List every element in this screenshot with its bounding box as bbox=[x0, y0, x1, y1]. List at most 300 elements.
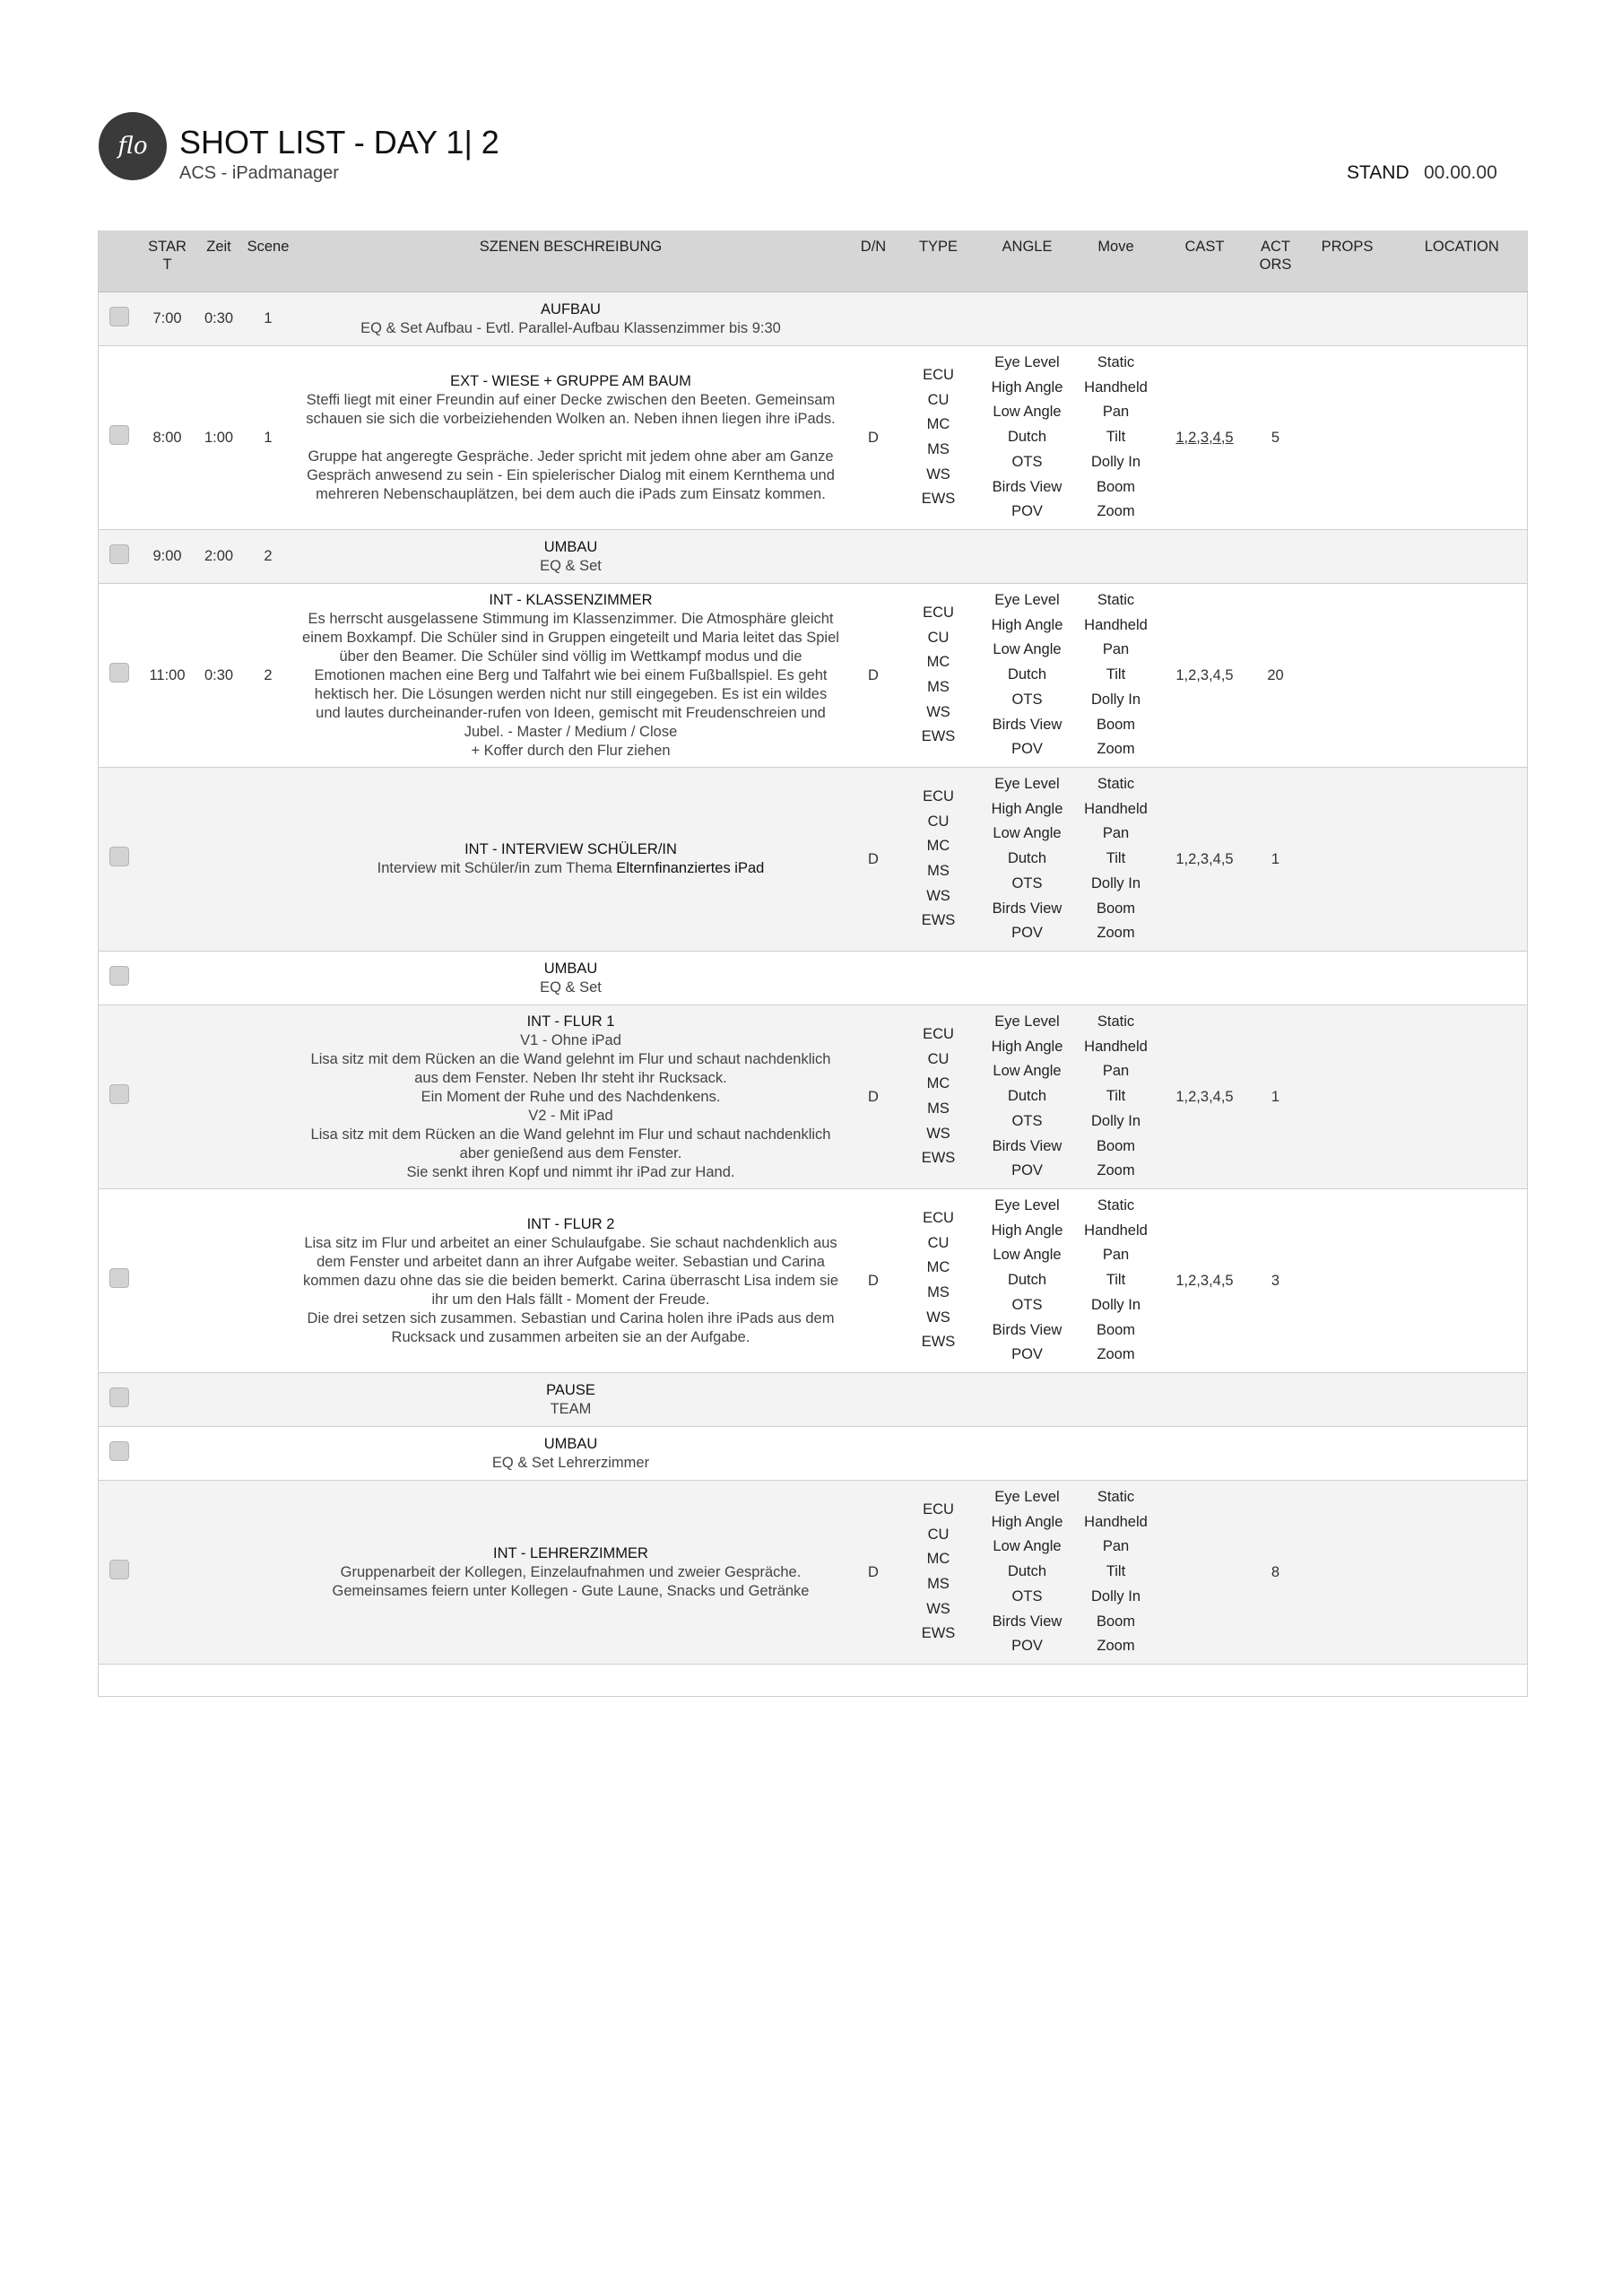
move-list-option: Tilt bbox=[1106, 666, 1126, 683]
scene-text-body: EQ & Set bbox=[540, 978, 602, 996]
day-night: D bbox=[849, 1481, 898, 1665]
move-list-option: Handheld bbox=[1084, 616, 1148, 633]
move-list bbox=[1078, 1010, 1155, 1184]
row-checkbox-cell bbox=[99, 1373, 141, 1427]
angle-list bbox=[981, 1194, 1074, 1368]
angle-cell bbox=[979, 768, 1076, 952]
scene-description bbox=[293, 530, 849, 584]
angle-list-option: High Angle bbox=[991, 800, 1063, 817]
move-list-option: Zoom bbox=[1097, 1346, 1135, 1363]
move-list-option: Zoom bbox=[1097, 741, 1135, 758]
shot-type-list-option: ECU bbox=[923, 1025, 954, 1042]
angle-list bbox=[981, 772, 1074, 946]
cast-value: 1,2,3,4,5 bbox=[1175, 1272, 1234, 1289]
angle-list-option: Dutch bbox=[1007, 1272, 1047, 1289]
day-night: D bbox=[849, 1005, 898, 1189]
scene-text bbox=[295, 1234, 847, 1347]
type-cell bbox=[898, 1373, 979, 1427]
duration bbox=[195, 1373, 244, 1427]
header-zeit: Zeit bbox=[195, 230, 244, 292]
start-time: 11:00 bbox=[141, 584, 195, 768]
move-list-option: Boom bbox=[1096, 1321, 1136, 1338]
table-row bbox=[99, 1427, 1528, 1481]
angle-cell bbox=[979, 292, 1076, 346]
location-cell bbox=[1397, 1189, 1528, 1373]
shot-type-list-option: CU bbox=[927, 1050, 950, 1067]
move-list-option: Pan bbox=[1102, 404, 1130, 421]
day-night bbox=[849, 1373, 898, 1427]
cast-cell bbox=[1157, 1427, 1253, 1481]
angle-list-option: High Angle bbox=[991, 378, 1063, 396]
cast-value[interactable]: 1,2,3,4,5 bbox=[1175, 429, 1234, 446]
start-time bbox=[141, 1189, 195, 1373]
start-time bbox=[141, 952, 195, 1005]
type-cell bbox=[898, 768, 979, 952]
move-list-option: Zoom bbox=[1097, 1638, 1135, 1655]
empty-cell bbox=[979, 1665, 1076, 1697]
row-checkbox[interactable] bbox=[109, 847, 129, 866]
move-list-option: Pan bbox=[1102, 825, 1130, 842]
shot-type-list-option: EWS bbox=[921, 912, 956, 929]
table-row bbox=[99, 1005, 1528, 1189]
scene-title: INT - LEHRERZIMMER bbox=[493, 1544, 648, 1561]
shot-type-list-option: CU bbox=[927, 1526, 950, 1543]
shot-type-list bbox=[900, 1022, 977, 1171]
shot-type-list-option: EWS bbox=[921, 491, 956, 508]
empty-cell bbox=[1253, 1665, 1298, 1697]
row-checkbox-cell bbox=[99, 584, 141, 768]
day-night: D bbox=[849, 346, 898, 530]
actors-count: 3 bbox=[1253, 1189, 1298, 1373]
scene-title: INT - INTERVIEW SCHÜLER/IN bbox=[464, 841, 677, 857]
move-cell bbox=[1076, 1427, 1157, 1481]
start-time bbox=[141, 1373, 195, 1427]
shot-type-list-option: ECU bbox=[923, 1209, 954, 1226]
angle-list-option: Eye Level bbox=[994, 354, 1060, 371]
empty-cell bbox=[141, 1665, 195, 1697]
angle-list-option: Birds View bbox=[992, 716, 1063, 733]
props-cell bbox=[1298, 1373, 1397, 1427]
scene-text-body: Interview mit Schüler/in zum Thema bbox=[377, 860, 617, 876]
angle-list-option: High Angle bbox=[991, 1038, 1063, 1055]
scene-title: UMBAU bbox=[543, 538, 598, 555]
move-list-option: Tilt bbox=[1106, 850, 1126, 867]
shot-type-list-option: WS bbox=[926, 887, 950, 904]
props-cell bbox=[1298, 1427, 1397, 1481]
type-cell bbox=[898, 1189, 979, 1373]
move-list-option: Handheld bbox=[1084, 1513, 1148, 1530]
props-cell bbox=[1298, 768, 1397, 952]
type-cell bbox=[898, 1481, 979, 1665]
type-cell bbox=[898, 584, 979, 768]
header-start: STAR T bbox=[141, 230, 195, 292]
scene-text bbox=[295, 557, 847, 576]
shot-type-list-option: MS bbox=[927, 441, 950, 457]
table-header-row bbox=[99, 230, 1528, 292]
shot-type-list-option: MS bbox=[927, 863, 950, 879]
location-cell bbox=[1397, 1481, 1528, 1665]
shot-type-list-option: CU bbox=[927, 1234, 950, 1251]
row-checkbox-cell bbox=[99, 1189, 141, 1373]
duration bbox=[195, 1427, 244, 1481]
scene-number: 1 bbox=[244, 292, 293, 346]
start-time: 7:00 bbox=[141, 292, 195, 346]
angle-list-option: Low Angle bbox=[993, 825, 1062, 842]
scene-text bbox=[295, 610, 847, 761]
scene-description bbox=[293, 292, 849, 346]
angle-list-option: High Angle bbox=[991, 1513, 1063, 1530]
move-list-option: Tilt bbox=[1106, 429, 1126, 446]
location-cell bbox=[1397, 346, 1528, 530]
scene-text bbox=[295, 1031, 847, 1182]
shot-type-list-option: EWS bbox=[921, 1334, 956, 1351]
scene-text bbox=[295, 978, 847, 997]
duration bbox=[195, 1189, 244, 1373]
row-checkbox[interactable] bbox=[109, 425, 129, 445]
shot-list-table bbox=[98, 230, 1528, 1697]
angle-list-option: OTS bbox=[1011, 691, 1043, 708]
angle-list bbox=[981, 1485, 1074, 1659]
scene-number: 2 bbox=[244, 584, 293, 768]
angle-cell bbox=[979, 1189, 1076, 1373]
move-list-option: Handheld bbox=[1084, 1222, 1148, 1239]
scene-title: UMBAU bbox=[543, 960, 598, 977]
angle-cell bbox=[979, 1005, 1076, 1189]
shot-type-list-option: CU bbox=[927, 391, 950, 408]
table-row bbox=[99, 952, 1528, 1005]
move-list-option: Dolly In bbox=[1090, 453, 1141, 470]
row-checkbox-cell bbox=[99, 952, 141, 1005]
row-checkbox[interactable] bbox=[109, 1387, 129, 1407]
scene-text-body: TEAM bbox=[550, 1400, 592, 1417]
props-cell bbox=[1298, 1005, 1397, 1189]
actors-count bbox=[1253, 530, 1298, 584]
empty-row bbox=[99, 1665, 1528, 1697]
shot-type-list-option: WS bbox=[926, 465, 950, 483]
row-checkbox[interactable] bbox=[109, 307, 129, 326]
move-cell bbox=[1076, 952, 1157, 1005]
angle-cell bbox=[979, 1481, 1076, 1665]
shot-type-list-option: MC bbox=[926, 838, 950, 855]
shot-type-list bbox=[900, 785, 977, 934]
angle-list-option: Dutch bbox=[1007, 850, 1047, 867]
move-list-option: Dolly In bbox=[1090, 691, 1141, 708]
actors-count bbox=[1253, 952, 1298, 1005]
row-checkbox[interactable] bbox=[109, 1084, 129, 1104]
row-checkbox-cell bbox=[99, 1481, 141, 1665]
shot-type-list-option: CU bbox=[927, 629, 950, 646]
actors-count: 1 bbox=[1253, 768, 1298, 952]
header-location: LOCATION bbox=[1397, 230, 1528, 292]
angle-list-option: Birds View bbox=[992, 1613, 1063, 1630]
actors-count bbox=[1253, 292, 1298, 346]
move-list-option: Boom bbox=[1096, 1613, 1136, 1630]
scene-text-body: Es herrscht ausgelassene Stimmung im Klassenzimmer. Die Atmosphäre gleicht einem Boxkampf. Die Schüler sind in Gruppen eingeteilt und Maria leitet das Spiel über den Beamer. Die Schüler sind völlig im Wettkampf modus und die Emotionen machen eine Berg und Talfahrt wie bei einem Fußballspiel. Es geht hektisch her. Die Lösungen werden nicht nur still eingegeben. Es ist ein wildes und lautes durcheinander-rufen von Ideen, gemischt mit Freudenschreien und Jubel. - Master / Medium / Close + Koffer durch den Flur ziehen bbox=[302, 610, 839, 759]
cast-cell bbox=[1157, 292, 1253, 346]
actors-count bbox=[1253, 1373, 1298, 1427]
empty-cell bbox=[1298, 1665, 1397, 1697]
scene-text-body: EQ & Set bbox=[540, 557, 602, 574]
duration: 1:00 bbox=[195, 346, 244, 530]
move-cell bbox=[1076, 584, 1157, 768]
scene-description bbox=[293, 768, 849, 952]
angle-list-option: POV bbox=[1011, 503, 1043, 520]
shot-type-list-option: MS bbox=[927, 1284, 950, 1300]
header-checkbox bbox=[99, 230, 141, 292]
scene-title: PAUSE bbox=[546, 1381, 595, 1398]
scene-description bbox=[293, 1373, 849, 1427]
scene-description bbox=[293, 1481, 849, 1665]
angle-cell bbox=[979, 952, 1076, 1005]
start-time bbox=[141, 768, 195, 952]
angle-list-option: Eye Level bbox=[994, 592, 1060, 609]
props-cell bbox=[1298, 584, 1397, 768]
angle-list-option: Eye Level bbox=[994, 1013, 1060, 1031]
scene-text bbox=[295, 859, 847, 878]
page-subtitle: ACS - iPadmanager bbox=[179, 163, 339, 183]
cast-cell bbox=[1157, 530, 1253, 584]
scene-number: 1 bbox=[244, 346, 293, 530]
scene-text bbox=[295, 1400, 847, 1419]
move-cell bbox=[1076, 1373, 1157, 1427]
type-cell bbox=[898, 1427, 979, 1481]
scene-title: INT - FLUR 1 bbox=[526, 1013, 615, 1030]
day-night bbox=[849, 292, 898, 346]
row-checkbox[interactable] bbox=[109, 966, 129, 986]
move-list-option: Tilt bbox=[1106, 1563, 1126, 1580]
row-checkbox[interactable] bbox=[109, 1560, 129, 1579]
move-list bbox=[1078, 351, 1155, 525]
scene-number bbox=[244, 1373, 293, 1427]
location-cell bbox=[1397, 584, 1528, 768]
move-list-option: Handheld bbox=[1084, 378, 1148, 396]
angle-list-option: Low Angle bbox=[993, 1538, 1062, 1555]
cast-cell bbox=[1157, 1005, 1253, 1189]
day-night bbox=[849, 1427, 898, 1481]
duration bbox=[195, 1481, 244, 1665]
shot-type-list-option: MS bbox=[927, 679, 950, 695]
cast-cell bbox=[1157, 768, 1253, 952]
move-list-option: Pan bbox=[1102, 1247, 1130, 1264]
angle-list-option: Dutch bbox=[1007, 1563, 1047, 1580]
row-checkbox-cell bbox=[99, 1427, 141, 1481]
move-list-option: Dolly In bbox=[1090, 1112, 1141, 1129]
move-list bbox=[1078, 772, 1155, 946]
move-list-option: Zoom bbox=[1097, 1162, 1135, 1179]
move-list bbox=[1078, 1485, 1155, 1659]
actors-count: 5 bbox=[1253, 346, 1298, 530]
move-cell bbox=[1076, 292, 1157, 346]
actors-count bbox=[1253, 1427, 1298, 1481]
scene-text-bold: Elternfinanziertes iPad bbox=[616, 860, 765, 876]
type-cell bbox=[898, 530, 979, 584]
angle-list-option: POV bbox=[1011, 1162, 1043, 1179]
cast-cell bbox=[1157, 346, 1253, 530]
scene-description bbox=[293, 584, 849, 768]
scene-text-body: Gruppenarbeit der Kollegen, Einzelaufnahmen und zweier Gespräche. Gemeinsames feiern unter Kollegen - Gute Laune, Snacks und Getränke bbox=[332, 1563, 810, 1599]
type-cell bbox=[898, 292, 979, 346]
angle-list-option: Dutch bbox=[1007, 1088, 1047, 1105]
shot-type-list-option: WS bbox=[926, 703, 950, 720]
shot-type-list-option: ECU bbox=[923, 787, 954, 804]
logo-text: flo bbox=[117, 133, 148, 160]
table-row bbox=[99, 1189, 1528, 1373]
shot-type-list-option: WS bbox=[926, 1600, 950, 1617]
scene-text-body: Steffi liegt mit einer Freundin auf einer Decke zwischen den Beeten. Gemeinsam schauen sie sich die vorbeiziehenden Wolken an. Neben ihnen liegen ihre iPads. Gruppe hat angeregte Gespräche. Jeder spricht mit jedem ohne aber am Ganze Gespräch anwesend zu sein - Ein spielerischer Dialog mit einem Kernthema und mehreren Nebenschauplätzen, bei dem auch die iPads zum Einsatz kommen. bbox=[306, 391, 836, 502]
shot-type-list bbox=[900, 363, 977, 512]
move-list-option: Tilt bbox=[1106, 1088, 1126, 1105]
angle-list-option: OTS bbox=[1011, 874, 1043, 891]
angle-list-option: Birds View bbox=[992, 1321, 1063, 1338]
angle-list-option: POV bbox=[1011, 1346, 1043, 1363]
empty-cell bbox=[195, 1665, 244, 1697]
row-checkbox[interactable] bbox=[109, 663, 129, 683]
move-cell bbox=[1076, 346, 1157, 530]
scene-description bbox=[293, 346, 849, 530]
table-row bbox=[99, 1373, 1528, 1427]
location-cell bbox=[1397, 1373, 1528, 1427]
angle-list-option: OTS bbox=[1011, 453, 1043, 470]
header-cast: CAST bbox=[1157, 230, 1253, 292]
move-list-option: Zoom bbox=[1097, 503, 1135, 520]
angle-list bbox=[981, 1010, 1074, 1184]
cast-cell bbox=[1157, 1189, 1253, 1373]
move-list-option: Boom bbox=[1096, 478, 1136, 495]
table-row bbox=[99, 584, 1528, 768]
cast-cell bbox=[1157, 1481, 1253, 1665]
actors-count: 8 bbox=[1253, 1481, 1298, 1665]
scene-description bbox=[293, 1427, 849, 1481]
shot-type-list-option: WS bbox=[926, 1125, 950, 1142]
day-night: D bbox=[849, 1189, 898, 1373]
move-cell bbox=[1076, 1481, 1157, 1665]
cast-cell bbox=[1157, 584, 1253, 768]
angle-list-option: Low Angle bbox=[993, 404, 1062, 421]
move-list bbox=[1078, 1194, 1155, 1368]
header-dn: D/N bbox=[849, 230, 898, 292]
angle-list-option: Eye Level bbox=[994, 1197, 1060, 1214]
scene-description bbox=[293, 1005, 849, 1189]
cast-value: 1,2,3,4,5 bbox=[1175, 850, 1234, 867]
start-time bbox=[141, 1481, 195, 1665]
cast-value: 1,2,3,4,5 bbox=[1175, 666, 1234, 683]
empty-cell bbox=[244, 1665, 293, 1697]
actors-count: 1 bbox=[1253, 1005, 1298, 1189]
angle-list-option: High Angle bbox=[991, 1222, 1063, 1239]
empty-cell bbox=[1397, 1665, 1528, 1697]
shot-type-list-option: MC bbox=[926, 1075, 950, 1092]
start-time bbox=[141, 1427, 195, 1481]
stand-label: STAND bbox=[1347, 162, 1409, 183]
empty-cell bbox=[1076, 1665, 1157, 1697]
scene-title: INT - KLASSENZIMMER bbox=[489, 591, 653, 608]
angle-cell bbox=[979, 346, 1076, 530]
scene-number bbox=[244, 1189, 293, 1373]
start-time: 8:00 bbox=[141, 346, 195, 530]
logo bbox=[99, 112, 167, 180]
cast-value: 1,2,3,4,5 bbox=[1175, 1088, 1234, 1105]
location-cell bbox=[1397, 1427, 1528, 1481]
scene-title: INT - FLUR 2 bbox=[526, 1215, 615, 1232]
shot-type-list-option: EWS bbox=[921, 728, 956, 745]
header-props: PROPS bbox=[1298, 230, 1397, 292]
row-checkbox-cell bbox=[99, 530, 141, 584]
row-checkbox[interactable] bbox=[109, 1441, 129, 1461]
scene-title: EXT - WIESE + GRUPPE AM BAUM bbox=[450, 372, 691, 389]
scene-number bbox=[244, 952, 293, 1005]
props-cell bbox=[1298, 1481, 1397, 1665]
row-checkbox-cell bbox=[99, 768, 141, 952]
cast-cell bbox=[1157, 1373, 1253, 1427]
shot-type-list-option: CU bbox=[927, 813, 950, 830]
table-row bbox=[99, 292, 1528, 346]
start-time bbox=[141, 1005, 195, 1189]
move-list-option: Boom bbox=[1096, 716, 1136, 733]
type-cell bbox=[898, 952, 979, 1005]
shot-type-list-option: MC bbox=[926, 654, 950, 671]
row-checkbox-cell bbox=[99, 346, 141, 530]
shot-type-list-option: ECU bbox=[923, 366, 954, 383]
move-list-option: Pan bbox=[1102, 1063, 1130, 1080]
scene-text-body: V1 - Ohne iPad Lisa sitz mit dem Rücken an die Wand gelehnt im Flur und schaut nachdenklich aus dem Fenster. Neben Ihr steht ihr Rucksack. Ein Moment der Ruhe und des Nachdenkens. V2 - Mit iPad Lisa sitz mit dem Rücken an die Wand gelehnt im Flur und schaut nachdenklich aber genießend aus dem Fenster. Sie senkt ihren Kopf und nimmt ihr iPad zur Hand. bbox=[310, 1031, 831, 1180]
move-cell bbox=[1076, 530, 1157, 584]
empty-cell bbox=[849, 1665, 898, 1697]
table-row bbox=[99, 768, 1528, 952]
shot-type-list-option: MS bbox=[927, 1576, 950, 1592]
row-checkbox-cell bbox=[99, 1005, 141, 1189]
shot-type-list bbox=[900, 601, 977, 750]
move-cell bbox=[1076, 1005, 1157, 1189]
angle-list-option: Birds View bbox=[992, 1137, 1063, 1154]
angle-cell bbox=[979, 584, 1076, 768]
row-checkbox[interactable] bbox=[109, 544, 129, 564]
day-night: D bbox=[849, 584, 898, 768]
props-cell bbox=[1298, 952, 1397, 1005]
angle-list-option: Dutch bbox=[1007, 429, 1047, 446]
angle-list-option: Eye Level bbox=[994, 1489, 1060, 1506]
actors-count: 20 bbox=[1253, 584, 1298, 768]
scene-text-body: Lisa sitz im Flur und arbeitet an einer Schulaufgabe. Sie schaut nachdenklich aus dem Fenster und arbeitet dann an ihrer Aufgabe weiter. Sebastian und Carina kommen dazu ohne das sie die beiden bemerkt. Carina überrascht Lisa indem sie ihr um den Hals fällt - Moment der Freude. Die drei setzen sich zusammen. Sebastian und Carina holen ihre iPads aus dem Rucksack und zusammen arbeiten sie an der Aufgabe. bbox=[302, 1234, 839, 1345]
location-cell bbox=[1397, 292, 1528, 346]
location-cell bbox=[1397, 1005, 1528, 1189]
shot-type-list-option: EWS bbox=[921, 1625, 956, 1642]
angle-list-option: POV bbox=[1011, 741, 1043, 758]
scene-number bbox=[244, 1005, 293, 1189]
row-checkbox-cell bbox=[99, 292, 141, 346]
angle-list bbox=[981, 588, 1074, 762]
move-list-option: Boom bbox=[1096, 900, 1136, 917]
angle-cell bbox=[979, 530, 1076, 584]
duration: 0:30 bbox=[195, 292, 244, 346]
duration bbox=[195, 952, 244, 1005]
start-time: 9:00 bbox=[141, 530, 195, 584]
page-title: SHOT LIST - DAY 1| 2 bbox=[179, 124, 499, 161]
type-cell bbox=[898, 346, 979, 530]
day-night bbox=[849, 530, 898, 584]
scene-number: 2 bbox=[244, 530, 293, 584]
angle-list-option: OTS bbox=[1011, 1296, 1043, 1313]
row-checkbox[interactable] bbox=[109, 1268, 129, 1288]
location-cell bbox=[1397, 768, 1528, 952]
angle-list-option: Low Angle bbox=[993, 641, 1062, 658]
shot-type-list bbox=[900, 1498, 977, 1647]
location-cell bbox=[1397, 952, 1528, 1005]
table-row bbox=[99, 346, 1528, 530]
angle-cell bbox=[979, 1373, 1076, 1427]
header-scene: Scene bbox=[244, 230, 293, 292]
angle-list-option: Birds View bbox=[992, 900, 1063, 917]
props-cell bbox=[1298, 530, 1397, 584]
